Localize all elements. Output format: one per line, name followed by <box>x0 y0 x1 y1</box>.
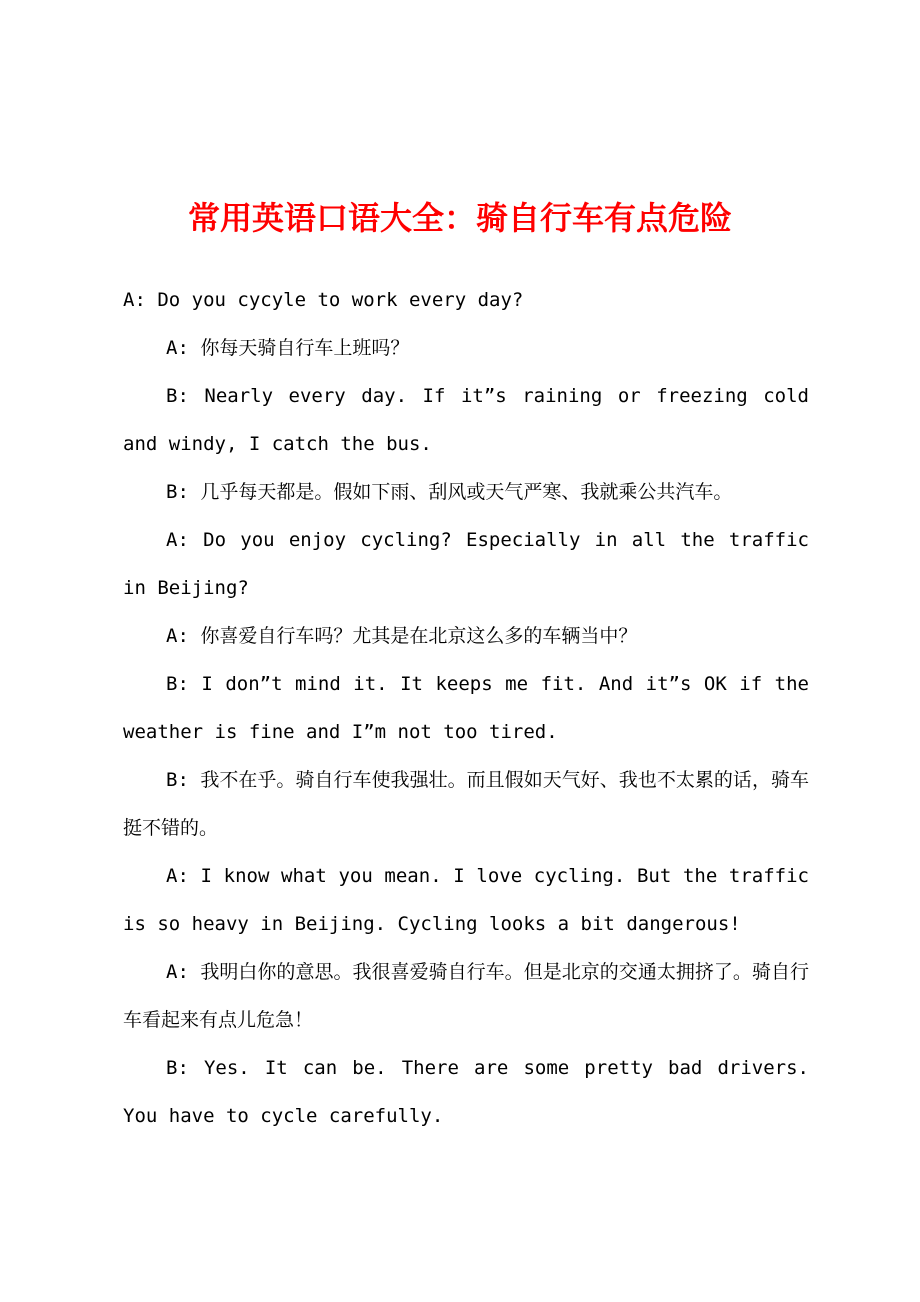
dialogue-line-2: A: 你每天骑自行车上班吗？ <box>166 337 410 359</box>
document-title: 常用英语口语大全：骑自行车有点危险 <box>187 199 732 237</box>
dialogue-line-1: A: Do you cycyle to work every day? <box>123 289 524 311</box>
dialogue-line-6: A: 你喜爱自行车吗？尤其是在北京这么多的车辆当中？ <box>166 625 638 647</box>
dialogue-line-3: B: Nearly every day. If it”s raining or freezing cold and windy, I catch the bus. <box>123 385 809 455</box>
dialogue-line-11: B: Yes. It can be. There are some pretty bad drivers. You have to cycle carefully. <box>123 1057 809 1127</box>
dialogue-line-8: B: 我不在乎。骑自行车使我强壮。而且假如天气好、我也不太累的话，骑车挺不错的。 <box>123 769 809 839</box>
dialogue-line-7: B: I don”t mind it. It keeps me fit. And it”s OK if the weather is fine and I”m not too tired. <box>123 673 809 743</box>
dialogue-body <box>123 276 809 1140</box>
dialogue-line-10: A: 我明白你的意思。我很喜爱骑自行车。但是北京的交通太拥挤了。骑自行车看起来有点儿危急！ <box>123 961 809 1031</box>
dialogue-line-4: B: 几乎每天都是。假如下雨、刮风或天气严寒、我就乘公共汽车。 <box>166 481 733 503</box>
dialogue-line-9: A: I know what you mean. I love cycling. But the traffic is so heavy in Beijing. Cycling looks a bit dangerous! <box>123 865 809 935</box>
dialogue-line-5: A: Do you enjoy cycling? Especially in all the traffic in Beijing? <box>123 529 809 599</box>
